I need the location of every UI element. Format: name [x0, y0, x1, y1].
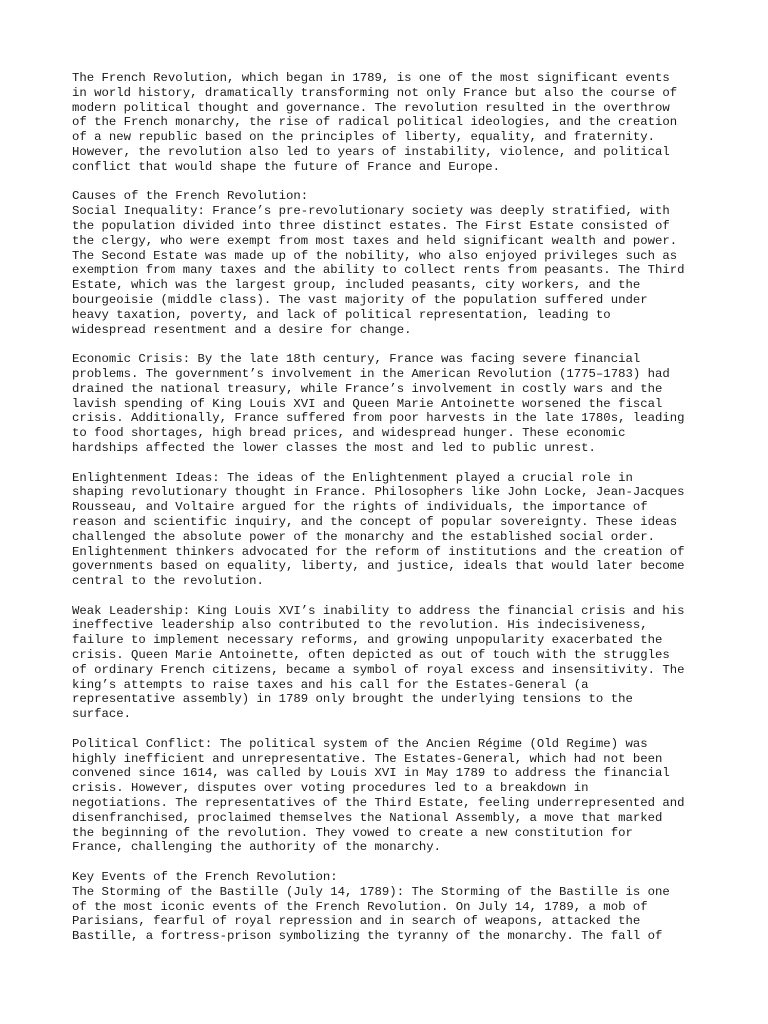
paragraph-political-conflict	[72, 737, 712, 855]
text-line: drained the national treasury, while France’s involvement in costly wars and the	[72, 381, 663, 396]
section-heading-key-events: Key Events of the French Revolution:	[72, 870, 338, 885]
section-heading-causes: Causes of the French Revolution:	[72, 189, 309, 204]
text-line: Rousseau, and Voltaire argued for the rights of individuals, the importance of	[72, 500, 648, 515]
text-line: in world history, dramatically transforming not only France but also the course of	[72, 85, 678, 100]
text-line: lavish spending of King Louis XVI and Queen Marie Antoinette worsened the fiscal	[72, 396, 663, 411]
paragraph-weak-leadership	[72, 604, 712, 722]
text-line: failure to implement necessary reforms, and growing unpopularity exacerbated the	[72, 633, 663, 648]
text-line: Weak Leadership: King Louis XVI’s inability to address the financial crisis and his	[72, 603, 685, 618]
text-line: The Storming of the Bastille (July 14, 1789): The Storming of the Bastille is one	[72, 884, 670, 899]
text-line: shaping revolutionary thought in France. Philosophers like John Locke, Jean-Jacques	[72, 485, 685, 500]
text-line: exemption from many taxes and the ability to collect rents from peasants. The Third	[72, 263, 685, 278]
text-line: central to the revolution.	[72, 574, 264, 589]
text-line: problems. The government’s involvement in the American Revolution (1775–1783) had	[72, 366, 670, 381]
text-line: hardships affected the lower classes the most and led to public unrest.	[72, 440, 596, 455]
text-line: Bastille, a fortress-prison symbolizing the tyranny of the monarchy. The fall of	[72, 929, 663, 944]
document-body	[72, 71, 712, 959]
text-line: convened since 1614, was called by Louis XVI in May 1789 to address the financial	[72, 766, 670, 781]
text-line: crisis. Additionally, France suffered from poor harvests in the late 1780s, leading	[72, 411, 685, 426]
text-line: surface.	[72, 707, 132, 722]
paragraph-enlightenment-ideas	[72, 471, 712, 589]
text-line: to food shortages, high bread prices, and widespread hunger. These economic	[72, 426, 626, 441]
text-line: crisis. However, disputes over voting procedures led to a breakdown in	[72, 781, 589, 796]
text-line: disenfranchised, proclaimed themselves the National Assembly, a move that marked	[72, 810, 663, 825]
text-line: modern political thought and governance. The revolution resulted in the overthrow	[72, 100, 670, 115]
text-line: Political Conflict: The political system of the Ancien Régime (Old Regime) was	[72, 736, 648, 751]
paragraph-economic-crisis	[72, 352, 712, 456]
text-line: the population divided into three distinct estates. The First Estate consisted of	[72, 218, 670, 233]
paragraph-intro	[72, 71, 712, 175]
text-line: Social Inequality: France’s pre-revolutionary society was deeply stratified, with	[72, 204, 670, 219]
text-line: the clergy, who were exempt from most taxes and held significant wealth and power.	[72, 233, 678, 248]
text-line: of the most iconic events of the French Revolution. On July 14, 1789, a mob of	[72, 899, 648, 914]
text-line: Enlightenment Ideas: The ideas of the Enlightenment played a crucial role in	[72, 470, 633, 485]
text-line: representative assembly) in 1789 only brought the underlying tensions to the	[72, 692, 633, 707]
text-line: The Second Estate was made up of the nobility, who also enjoyed privileges such as	[72, 248, 678, 263]
text-line: conflict that would shape the future of France and Europe.	[72, 159, 501, 174]
text-line: governments based on equality, liberty, and justice, ideals that would later become	[72, 559, 685, 574]
text-line: Economic Crisis: By the late 18th century, France was facing severe financial	[72, 352, 641, 367]
text-line: the beginning of the revolution. They vowed to create a new constitution for	[72, 825, 633, 840]
text-line: However, the revolution also led to years of instability, violence, and political	[72, 144, 670, 159]
text-line: widespread resentment and a desire for change.	[72, 322, 412, 337]
text-line: ineffective leadership also contributed to the revolution. His indecisiveness,	[72, 618, 648, 633]
text-line: The French Revolution, which began in 1789, is one of the most significant events	[72, 71, 670, 85]
text-line: crisis. Queen Marie Antoinette, often depicted as out of touch with the struggles	[72, 648, 670, 663]
text-line: Parisians, fearful of royal repression and in search of weapons, attacked the	[72, 914, 641, 929]
text-line: of ordinary French citizens, became a symbol of royal excess and insensitivity. The	[72, 662, 685, 677]
text-line: heavy taxation, poverty, and lack of political representation, leading to	[72, 307, 611, 322]
text-line: of the French monarchy, the rise of radical political ideologies, and the creation	[72, 115, 678, 130]
paragraph-social-inequality	[72, 189, 712, 337]
text-line: bourgeoisie (middle class). The vast majority of the population suffered under	[72, 292, 648, 307]
text-line: Estate, which was the largest group, included peasants, city workers, and the	[72, 278, 641, 293]
text-line: highly inefficient and unrepresentative. The Estates-General, which had not been	[72, 751, 663, 766]
text-line: Enlightenment thinkers advocated for the reform of institutions and the creation of	[72, 544, 685, 559]
text-line: reason and scientific inquiry, and the concept of popular sovereignty. These ideas	[72, 514, 678, 529]
text-line: France, challenging the authority of the monarchy.	[72, 840, 441, 855]
text-line: of a new republic based on the principles of liberty, equality, and fraternity.	[72, 130, 655, 145]
text-line: king’s attempts to raise taxes and his call for the Estates-General (a	[72, 677, 589, 692]
text-line: challenged the absolute power of the monarchy and the established social order.	[72, 529, 655, 544]
text-line: negotiations. The representatives of the Third Estate, feeling underrepresented and	[72, 796, 685, 811]
paragraph-key-events	[72, 870, 712, 944]
